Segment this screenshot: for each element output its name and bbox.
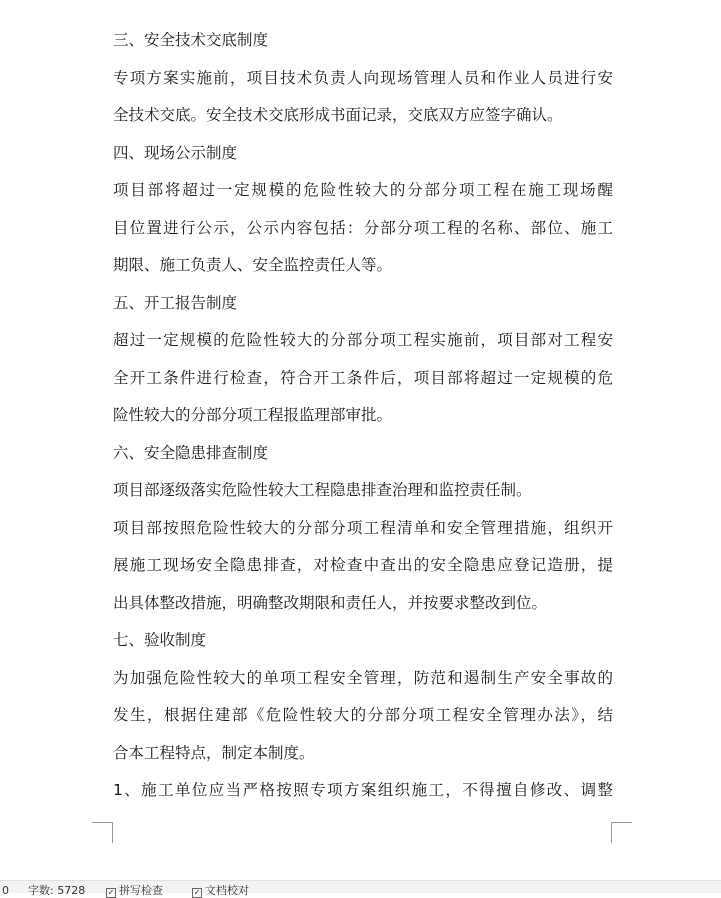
document-line: 三、安全技术交底制度: [113, 31, 269, 49]
doc-proof-toggle[interactable]: [192, 884, 249, 898]
document-line: 专项方案实施前，项目技术负责人向现场管理人员和作业人员进行安: [113, 68, 613, 87]
document-line: 展施工现场安全隐患排查，对检查中查出的安全隐患应登记造册，提: [113, 556, 613, 574]
status-page-indicator[interactable]: 0: [2, 884, 9, 897]
document-line: 全开工条件进行检查，符合开工条件后，项目部将超过一定规模的危: [113, 368, 613, 387]
spell-check-label: 拼写检查: [119, 884, 163, 897]
status-bar: [0, 880, 721, 897]
document-line: 合本工程特点，制定本制度。: [113, 743, 315, 762]
document-line: 项目部将超过一定规模的危险性较大的分部分项工程在施工现场醒: [113, 181, 613, 199]
spell-check-checkbox-icon: ✓: [107, 888, 115, 897]
document-line: 险性较大的分部分项工程报监理部审批。: [113, 406, 393, 424]
document-line: 发生，根据住建部《危险性较大的分部分项工程安全管理办法》，结: [113, 706, 613, 724]
document-line: 期限、施工负责人、安全监控责任人等。: [113, 256, 393, 274]
doc-proof-checkbox-icon: ✓: [193, 888, 201, 897]
document-line: 七、验收制度: [113, 631, 207, 649]
document-line: 为加强危险性较大的单项工程安全管理，防范和遏制生产安全事故的: [113, 668, 613, 687]
document-line: 项目部按照危险性较大的分部分项工程清单和安全管理措施，组织开: [113, 518, 613, 537]
document-line: 项目部逐级落实危险性较大工程隐患排查治理和监控责任制。: [113, 481, 532, 499]
doc-proof-label: 文档校对: [205, 884, 249, 897]
document-line: 全技术交底。安全技术交底形成书面记录，交底双方应签字确认。: [113, 106, 563, 124]
page-corner-mark-right: [611, 822, 632, 843]
status-word-count[interactable]: 字数: 5728: [28, 884, 86, 897]
page-corner-mark-left: [92, 822, 113, 843]
document-line: 六、安全隐患排查制度: [113, 443, 269, 462]
document-line: 四、现场公示制度: [113, 143, 238, 162]
spell-check-toggle[interactable]: [106, 884, 163, 898]
document-line: 目位置进行公示，公示内容包括：分部分项工程的名称、部位、施工: [113, 218, 613, 237]
document-line: 五、开工报告制度: [113, 293, 238, 312]
document-line: 超过一定规模的危险性较大的分部分项工程实施前，项目部对工程安: [113, 331, 613, 349]
document-line: 出具体整改措施，明确整改期限和责任人，并按要求整改到位。: [113, 593, 548, 612]
document-line: 1、施工单位应当严格按照专项方案组织施工，不得擅自修改、调整: [113, 781, 613, 799]
